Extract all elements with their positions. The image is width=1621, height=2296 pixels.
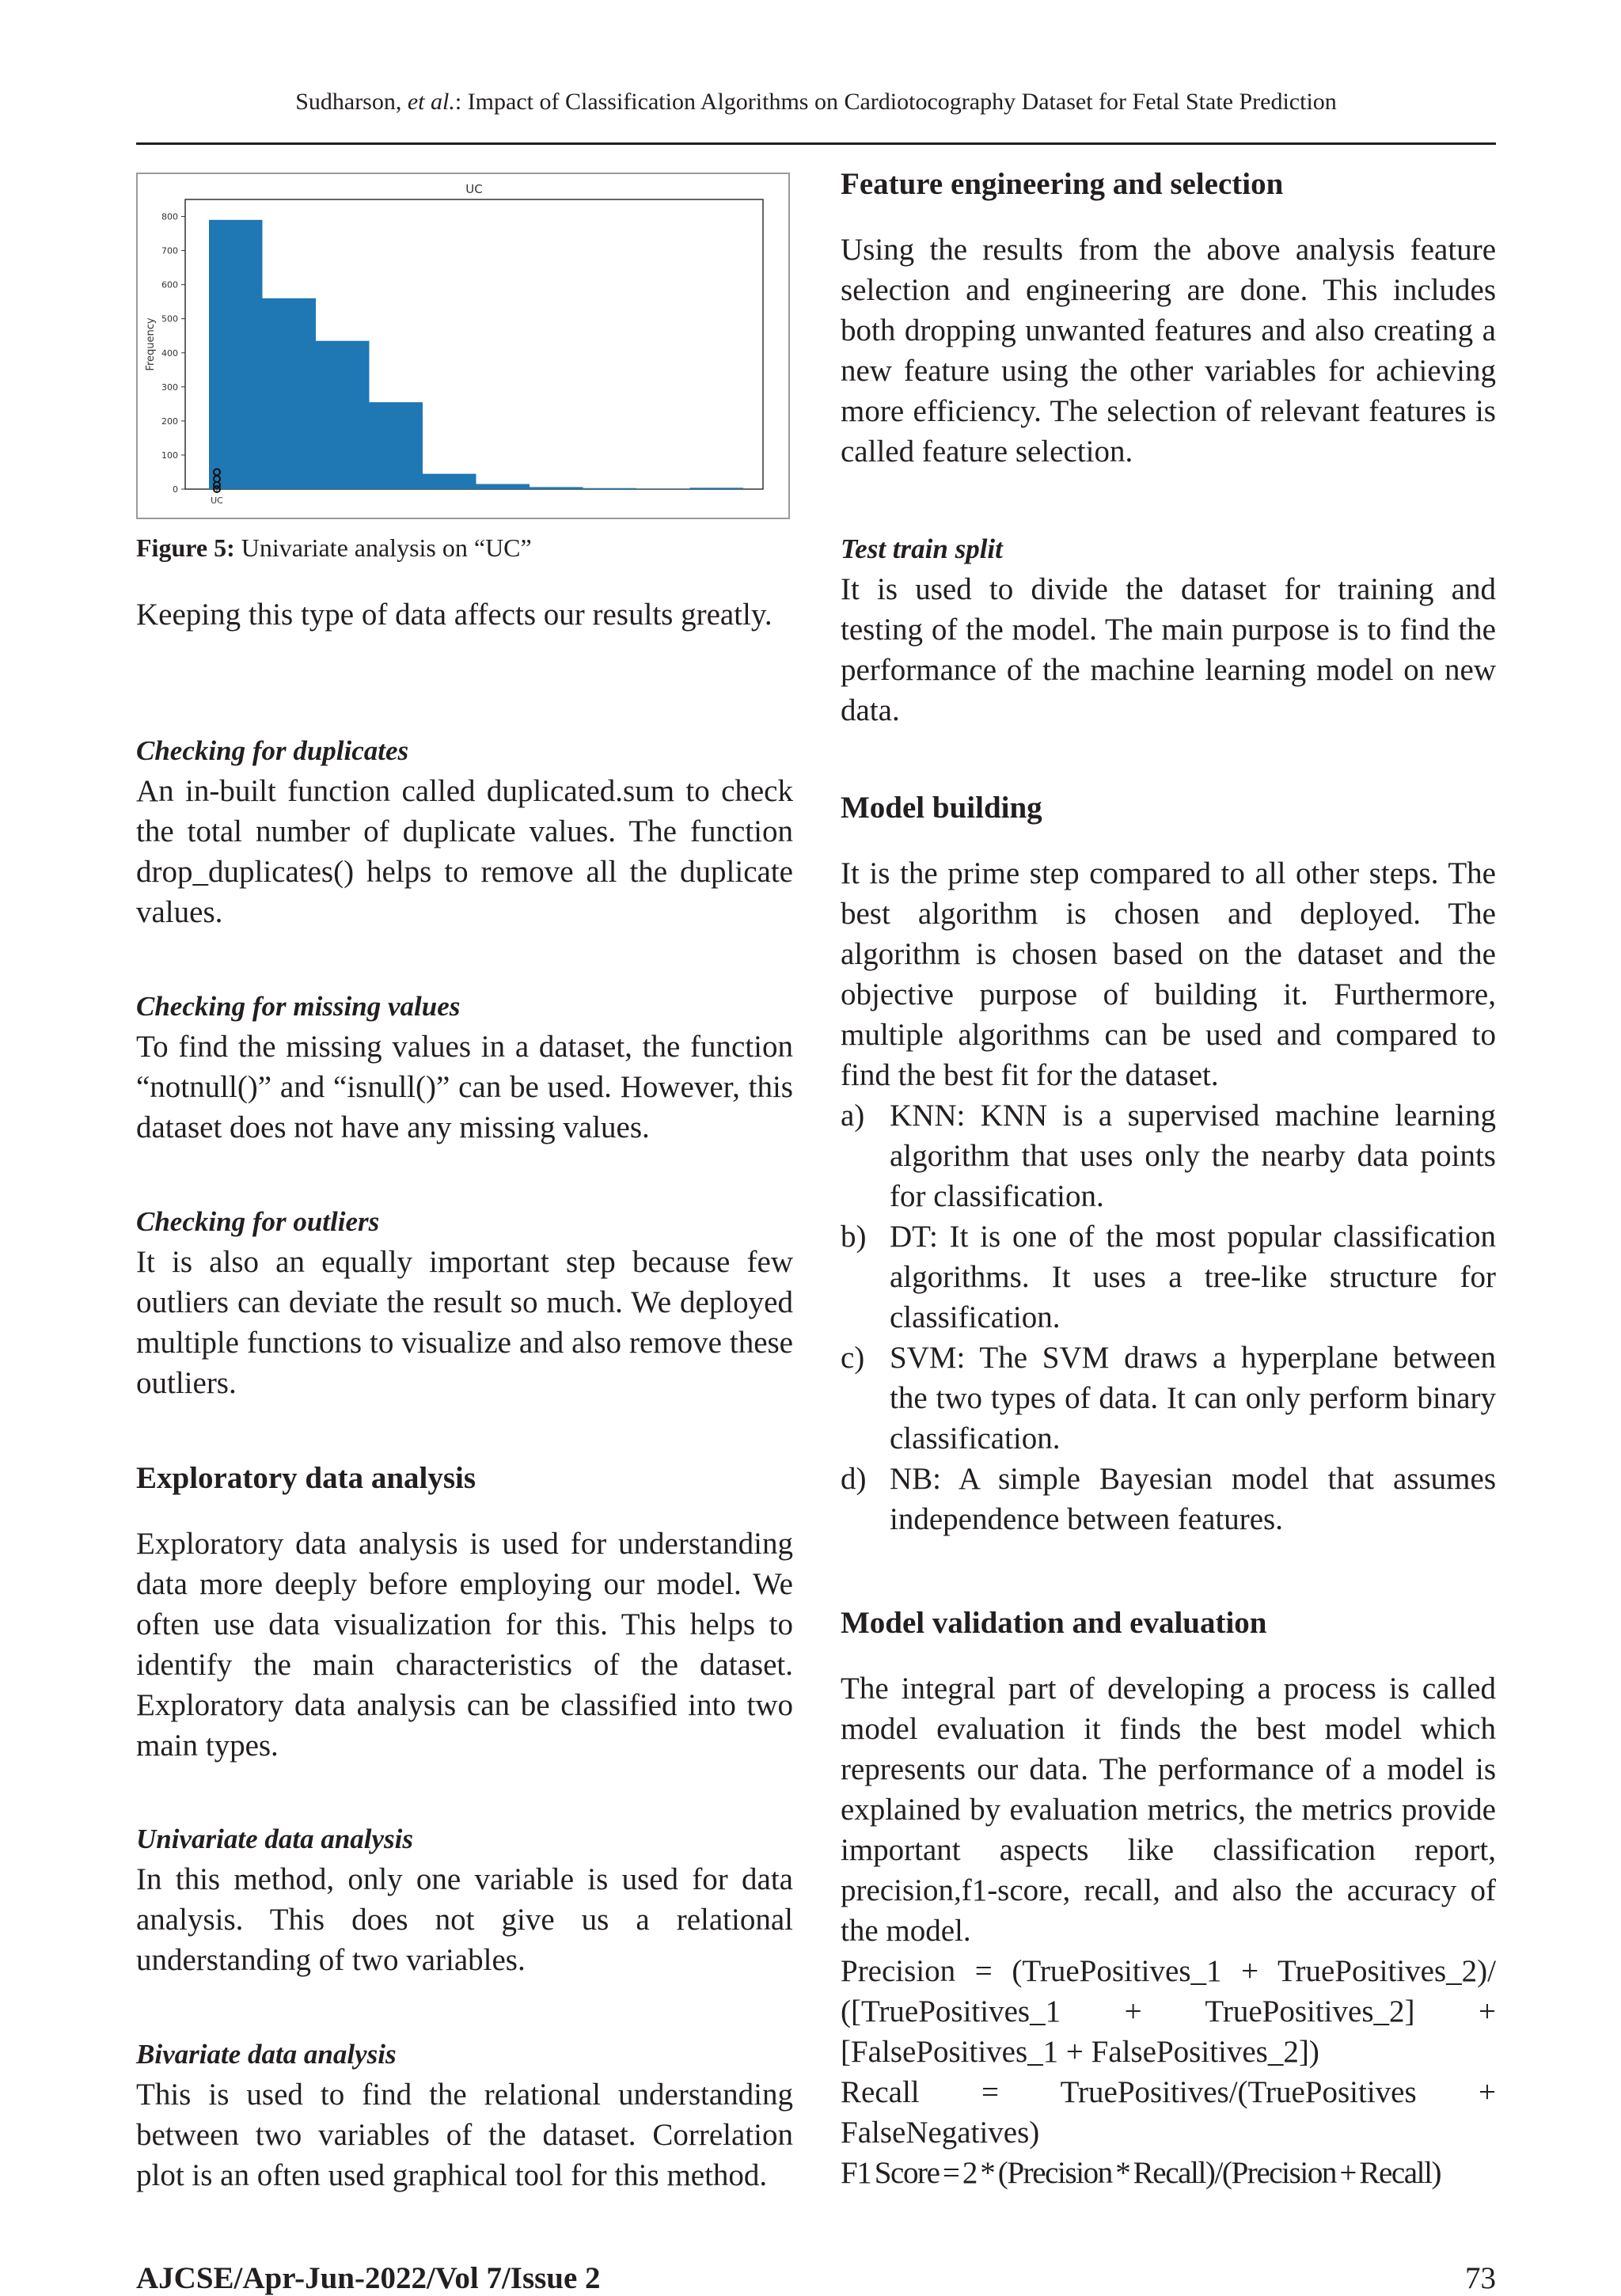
histogram-bar bbox=[690, 488, 744, 489]
equation-recall-line-1: Recall = TruePositives/(TruePositives + bbox=[841, 2072, 1496, 2112]
footer-page-number: 73 bbox=[1377, 2260, 1496, 2296]
figure-5-frame bbox=[136, 173, 790, 519]
equation-precision-line-3: [FalsePositives_1 + FalsePositives_2]) bbox=[841, 2032, 1496, 2072]
y-axis-label: Frequency bbox=[145, 317, 157, 370]
heading-bivariate: Bivariate data analysis bbox=[136, 2036, 793, 2074]
heading-model-validation: Model validation and evaluation bbox=[841, 1603, 1496, 1643]
list-marker: d) bbox=[841, 1459, 867, 1499]
heading-eda: Exploratory data analysis bbox=[136, 1458, 793, 1498]
y-tick-label: 300 bbox=[161, 382, 178, 393]
x-tick-label: UC bbox=[211, 495, 223, 506]
list-marker: a) bbox=[841, 1095, 864, 1136]
list-text: SVM: The SVM draws a hyperplane between the two types of data. It can only perform binary classification. bbox=[890, 1341, 1496, 1455]
list-text: DT: It is one of the most popular classification algorithms. It uses a tree-like structure for classification. bbox=[890, 1220, 1496, 1334]
histogram-bar bbox=[316, 341, 370, 489]
header-rule bbox=[136, 142, 1496, 145]
chart-title: UC bbox=[465, 182, 482, 196]
equation-f1-score: F1 Score = 2 * (Precision * Recall)/(Precision + Recall) bbox=[841, 2153, 1496, 2193]
figure-5-caption-text: Univariate analysis on “UC” bbox=[235, 533, 532, 562]
heading-checking-duplicates: Checking for duplicates bbox=[136, 732, 793, 770]
paragraph-model-building: It is the prime step compared to all other steps. The best algorithm is chosen and deployed. The algorithm is chosen based on the dataset and the objective purpose of building it. Furthermore, multiple algorithms can be used and compared to find the best fit for the dataset. bbox=[841, 853, 1496, 1095]
y-tick-label: 0 bbox=[173, 484, 178, 495]
paragraph-feature-engineering: Using the results from the above analysis feature selection and engineering are done. This includes both dropping unwanted features and also creating a new feature using the other variables for achieving more efficiency. The selection of relevant features is called feature selection. bbox=[841, 230, 1496, 472]
equation-precision-line-2: ([TruePositives_1 + TruePositives_2] + bbox=[841, 1991, 1496, 2032]
histogram-bar bbox=[530, 487, 583, 489]
list-text: NB: A simple Bayesian model that assumes independence between features. bbox=[890, 1462, 1496, 1536]
paragraph-test-train-split: It is used to divide the dataset for training and testing of the model. The main purpose is to find the performance of the machine learning model on new data. bbox=[841, 569, 1496, 731]
header-title: : Impact of Classification Algorithms on Cardiotocography Dataset for Fetal State Prediction bbox=[455, 89, 1337, 115]
list-text: KNN: KNN is a supervised machine learning algorithm that uses only the nearby data points for classification. bbox=[890, 1099, 1496, 1213]
uc-histogram bbox=[138, 174, 788, 518]
y-tick-label: 700 bbox=[161, 246, 178, 256]
y-tick-label: 600 bbox=[161, 280, 178, 290]
y-tick-label: 200 bbox=[161, 416, 178, 427]
paragraph-univariate: In this method, only one variable is used for data analysis. This does not give us a relational understanding of two variables. bbox=[136, 1859, 793, 1980]
histogram-bar bbox=[476, 484, 530, 489]
list-marker: b) bbox=[841, 1216, 867, 1257]
header-etal: et al. bbox=[408, 89, 455, 115]
histogram-bar bbox=[583, 488, 637, 489]
paragraph-duplicates: An in-built function called duplicated.sum to check the total number of duplicate values. The function drop_duplicates() helps to remove all the duplicate values. bbox=[136, 771, 793, 932]
paragraph-keeping: Keeping this type of data affects our results greatly. bbox=[136, 594, 793, 635]
header-authors: Sudharson, bbox=[295, 89, 408, 115]
list-item-knn bbox=[841, 1095, 1496, 1216]
list-marker: c) bbox=[841, 1338, 864, 1378]
footer-journal: AJCSE/Apr-Jun-2022/Vol 7/Issue 2 bbox=[136, 2260, 601, 2296]
y-tick-label: 500 bbox=[161, 314, 178, 324]
histogram-bar bbox=[370, 402, 423, 489]
figure-5-label: Figure 5: bbox=[136, 533, 235, 562]
running-header bbox=[136, 89, 1496, 116]
list-item-nb bbox=[841, 1459, 1496, 1539]
heading-test-train-split: Test train split bbox=[841, 530, 1496, 568]
list-item-svm bbox=[841, 1338, 1496, 1459]
algorithm-list bbox=[841, 1095, 1496, 1539]
paragraph-bivariate: This is used to find the relational understanding between two variables of the dataset. Correlation plot is an often used graphical tool for this method. bbox=[136, 2074, 793, 2195]
heading-checking-missing: Checking for missing values bbox=[136, 988, 793, 1026]
heading-feature-engineering: Feature engineering and selection bbox=[841, 164, 1496, 204]
histogram-bar bbox=[209, 220, 263, 489]
paragraph-outliers: It is also an equally important step because few outliers can deviate the result so much. We deployed multiple functions to visualize and also remove these outliers. bbox=[136, 1242, 793, 1403]
figure-5-caption bbox=[136, 530, 793, 565]
y-tick-label: 400 bbox=[161, 348, 178, 359]
equation-recall-line-2: FalseNegatives) bbox=[841, 2112, 1496, 2153]
heading-checking-outliers: Checking for outliers bbox=[136, 1203, 793, 1241]
heading-univariate: Univariate data analysis bbox=[136, 1820, 793, 1858]
list-item-dt bbox=[841, 1216, 1496, 1338]
paragraph-eda: Exploratory data analysis is used for understanding data more deeply before employing our model. We often use data visualization for this. This helps to identify the main characteristics of the dataset. Exploratory data analysis can be classified into two main types. bbox=[136, 1524, 793, 1766]
equation-precision-line-1: Precision = (TruePositives_1 + TruePositives_2)/ bbox=[841, 1951, 1496, 1991]
equations-block bbox=[841, 1951, 1496, 2193]
heading-model-building: Model building bbox=[841, 787, 1496, 828]
y-tick-label: 100 bbox=[161, 450, 178, 461]
histogram-bar bbox=[263, 298, 317, 489]
y-tick-label: 800 bbox=[161, 212, 178, 222]
paragraph-model-validation: The integral part of developing a process is called model evaluation it finds the best model which represents our data. The performance of a model is explained by evaluation metrics, the metrics provide important aspects like classification report, precision,f1-score, recall, and also the accuracy of the model. bbox=[841, 1668, 1496, 1951]
histogram-bar bbox=[423, 474, 476, 489]
paragraph-missing: To find the missing values in a dataset, the function “notnull()” and “isnull()” can be used. However, this dataset does not have any missing values. bbox=[136, 1027, 793, 1148]
